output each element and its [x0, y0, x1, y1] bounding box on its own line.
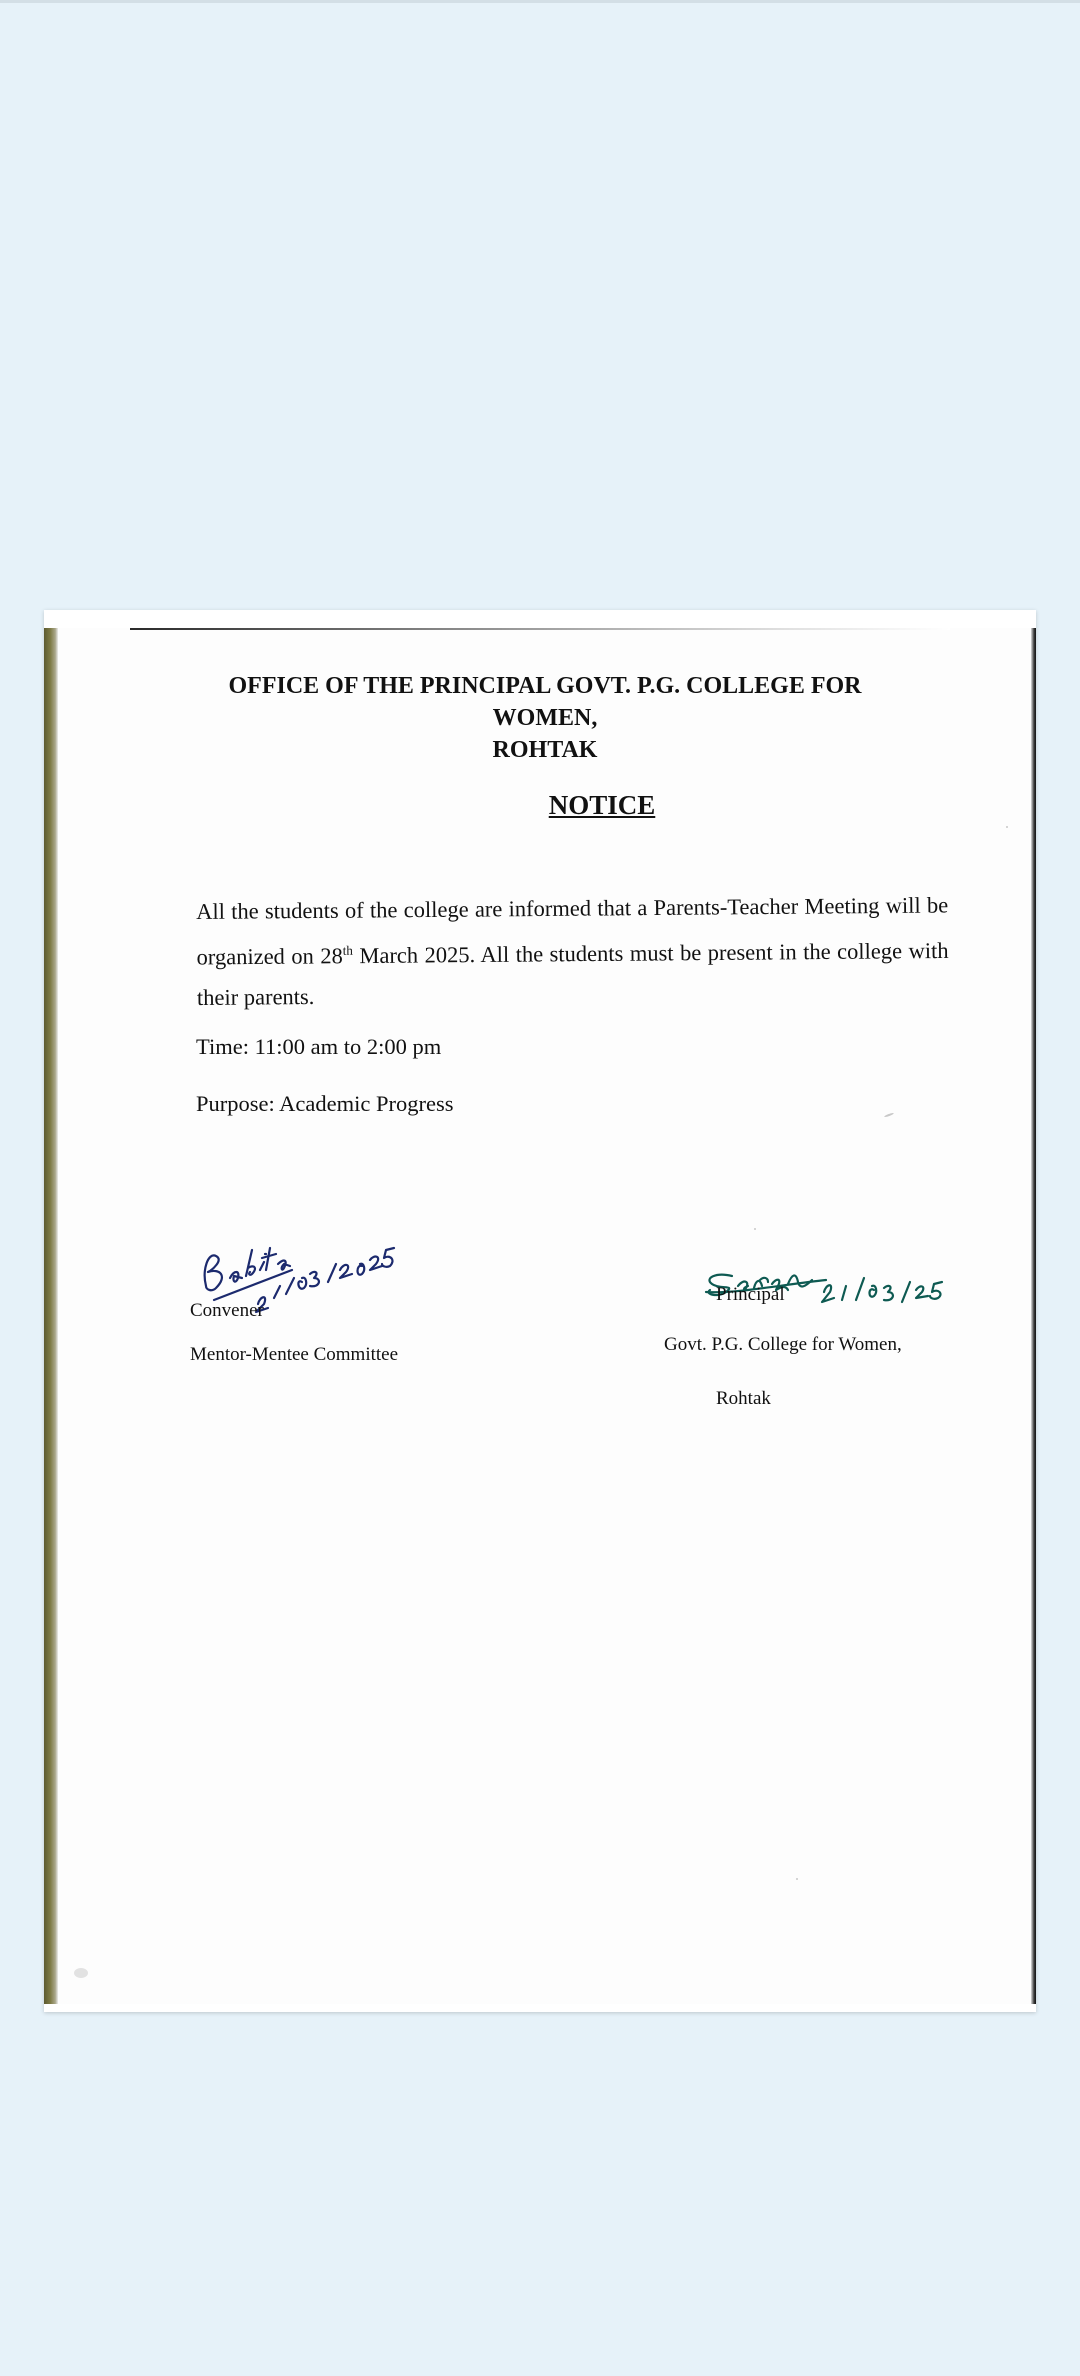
scan-speck	[754, 1228, 756, 1230]
body-ordinal: th	[342, 942, 353, 958]
scan-speck	[884, 1112, 894, 1117]
scan-speck	[796, 1878, 798, 1880]
body-text-part1: All the students of the college are informed that a Parents-Teacher Meeting will be organized on 28	[196, 892, 949, 970]
top-divider	[0, 0, 1080, 3]
scan-speck	[74, 1968, 88, 1978]
scan-right-edge	[1031, 628, 1036, 2004]
office-header	[194, 670, 896, 766]
scan-top-line	[130, 628, 950, 630]
notice-body	[196, 885, 949, 1017]
notice-title: NOTICE	[548, 790, 656, 820]
body-text-part2: March 2025. All the students must be present in the college with their parents.	[196, 937, 949, 1010]
convener-designation: Convener	[190, 1300, 264, 1321]
notice-page	[44, 610, 1036, 2012]
header-line-1: OFFICE OF THE PRINCIPAL GOVT. P.G. COLLEGE FOR WOMEN,	[228, 673, 862, 731]
principal-designation: Principal	[716, 1284, 785, 1305]
principal-city: Rohtak	[716, 1388, 771, 1409]
meeting-time: Time: 11:00 am to 2:00 pm	[196, 1034, 442, 1059]
scan-left-edge	[44, 628, 58, 2004]
committee-name: Mentor-Mentee Committee	[190, 1344, 399, 1365]
scan-speck	[1006, 826, 1008, 828]
meeting-purpose: Purpose: Academic Progress	[196, 1091, 454, 1116]
scanned-notice	[44, 628, 1036, 2004]
principal-institution: Govt. P.G. College for Women,	[664, 1334, 902, 1355]
header-line-2: ROHTAK	[492, 737, 598, 763]
